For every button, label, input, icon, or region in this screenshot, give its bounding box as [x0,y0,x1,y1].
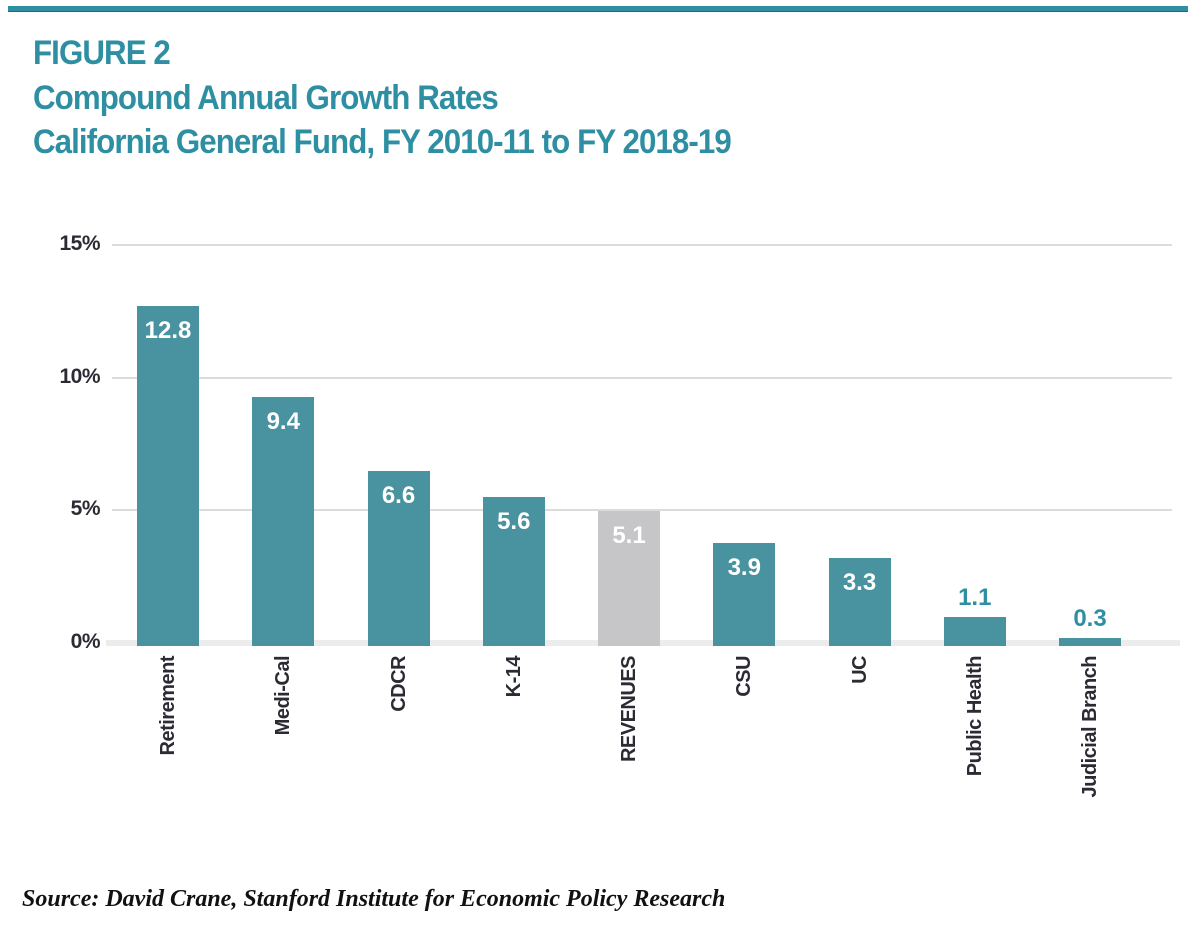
x-axis-label-text: Retirement [157,656,179,756]
y-axis-tick-label: 0% [70,630,100,653]
x-axis-label-judicial-branch [1079,656,1101,798]
x-axis-label-text: CDCR [387,656,410,712]
x-axis-label-k-14 [502,656,525,698]
x-axis-label-revenues [618,656,640,763]
bar-value-label-cdcr: 6.6 [381,482,416,509]
x-axis-label-medi-cal [272,656,295,736]
x-axis-label-text: REVENUES [618,656,640,763]
x-axis-label-text: Judicial Branch [1079,656,1101,798]
x-axis-label-csu [733,656,756,697]
source-citation: Source: David Crane, Stanford Institute for Economic Policy Research [22,886,726,912]
y-axis-tick-label: 15% [59,232,100,256]
x-axis-label-public-health [963,656,986,777]
gridline-10% [112,377,1172,379]
figure-label: FIGURE 2 [33,34,170,72]
y-axis-tick-label: 10% [59,364,100,388]
y-axis-tick-label: 5% [70,497,100,521]
chart-title-line1: Compound Annual Growth Rates [33,79,498,117]
bar-value-label-k-14: 5.6 [497,508,531,535]
bar-value-label-public-health: 1.1 [958,584,992,611]
chart-title-line2: California General Fund, FY 2010-11 to FY 2018-19 [33,123,731,161]
bar-public-health [944,617,1006,646]
bar-value-label-retirement: 12.8 [144,317,192,344]
x-axis-label-retirement [157,656,179,756]
x-axis-label-text: CSU [733,656,756,697]
bar-retirement [137,306,199,646]
bar-value-label-judicial-branch: 0.3 [1073,605,1107,632]
x-axis-label-text: K-14 [502,656,525,698]
bar-value-label-csu: 3.9 [727,554,761,581]
gridline-15% [112,244,1172,246]
bar-value-label-medi-cal: 9.4 [266,408,300,435]
x-axis-label-text: UC [848,656,871,684]
x-axis-label-text: Public Health [963,656,986,777]
x-axis-label-uc [848,656,871,684]
bar-judicial-branch [1059,638,1121,646]
x-axis-label-text: Medi-Cal [272,656,295,736]
bar-value-label-revenues: 5.1 [612,522,646,549]
x-axis-label-cdcr [387,656,410,712]
bar-value-label-uc: 3.3 [842,569,877,596]
